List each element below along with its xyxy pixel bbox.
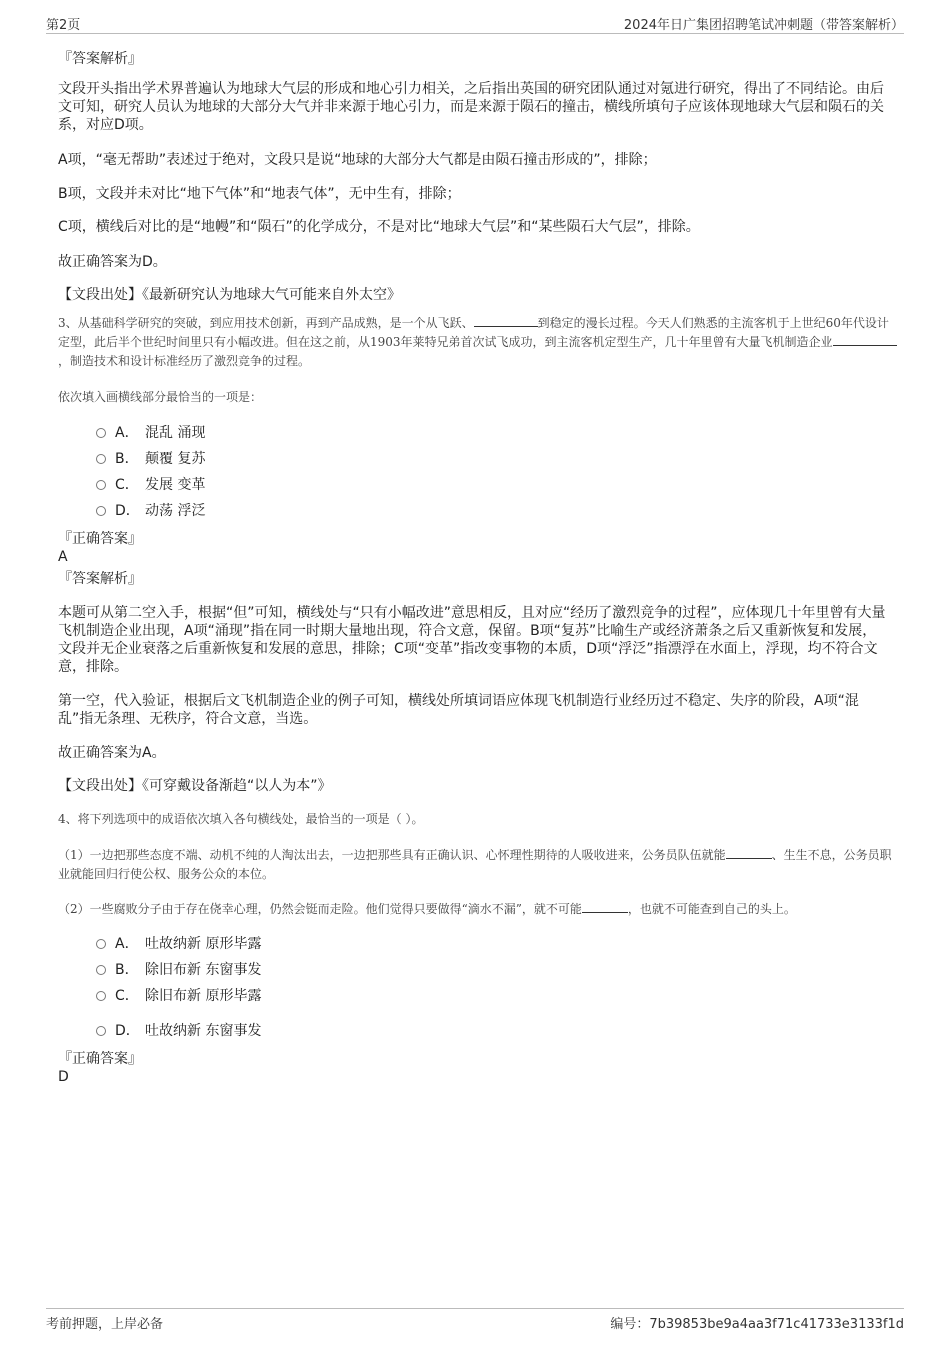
radio-icon[interactable] — [96, 480, 106, 490]
q4-s2-part-1: （2）一些腐败分子由于存在侥幸心理，仍然会铤而走险。他们觉得只要做得“滴水不漏”，就不可能 — [58, 902, 582, 916]
footer-divider — [46, 1308, 904, 1309]
q3-stem-part-1: 3、从基础科学研究的突破，到应用技术创新，再到产品成熟，是一个从飞跃、 — [58, 316, 474, 330]
option-text: 除旧布新 原形毕露 — [145, 988, 262, 1004]
q3-stem-part-2: 到稳定的漫长过程。今天人们熟悉的主流客机于上世纪60年代设计定型，此后半个世纪时间里只有小幅改进。但在这之前，从1903年莱特兄弟首次试飞成功，到主流客机定型生产，几十年里曾有大量飞机制造企业 — [58, 316, 889, 349]
header-divider — [46, 33, 904, 34]
q3-stem-part-3: ，制造技术和设计标准经历了激烈竞争的过程。 — [58, 354, 311, 368]
conclusion: 故正确答案为D。 — [58, 254, 167, 270]
document-title: 2024年日广集团招聘笔试冲刺题（带答案解析） — [623, 18, 904, 33]
analysis-paragraph: 本题可从第二空入手，根据“但”可知，横线处与“只有小幅改进”意思相反，且对应“经历了激烈竞争的过程”，应体现几十年里曾有大量飞机制造企业出现，A项“涌现”指在同一时期大量地出现，符合文意，保留。B项“复苏”比喻生产或经济萧条之后又重新恢复和发展，文段并无企业衰落之后重新恢复和发展的意思，排除；C项“变革”指改变事物的本质，D项“浮泛”指漂浮在水面上，浮现，均不符合文意，排除。 — [58, 605, 886, 675]
q4-s1-part-1: （1）一边把那些态度不端、动机不纯的人淘汰出去，一边把那些具有正确认识、心怀理性期待的人吸收进来，公务员队伍就能 — [58, 848, 726, 862]
analysis-option-a: A项，“毫无帮助”表述过于绝对，文段只是说“地球的大部分大气都是由陨石撞击形成的”，排除； — [58, 152, 657, 168]
option-letter: D． — [115, 503, 140, 519]
option-letter: A． — [115, 425, 139, 441]
question-4-sentence-1 — [58, 846, 898, 884]
option-d[interactable] — [96, 1022, 261, 1040]
q4-s1-part-2: 、生生不息，公务员职业就能回归行使公权、服务公众的本位。 — [58, 848, 892, 881]
radio-icon[interactable] — [96, 454, 106, 464]
analysis-label: 『答案解析』 — [58, 571, 142, 587]
question-3-prompt: 依次填入画横线部分最恰当的一项是： — [58, 390, 263, 404]
radio-icon[interactable] — [96, 506, 106, 516]
blank-1 — [474, 314, 538, 327]
option-b[interactable] — [96, 961, 261, 979]
option-letter: D． — [115, 1023, 140, 1039]
radio-icon[interactable] — [96, 1026, 106, 1036]
option-a[interactable] — [96, 935, 261, 953]
radio-icon[interactable] — [96, 965, 106, 975]
option-text: 除旧布新 东窗事发 — [145, 962, 262, 978]
source-citation: 【文段出处】《最新研究认为地球大气可能来自外太空》 — [58, 287, 401, 303]
option-c[interactable] — [96, 476, 205, 494]
analysis-paragraph: 文段开头指出学术界普遍认为地球大气层的形成和地心引力相关，之后指出英国的研究团队通过对氪进行研究，得出了不同结论。由后文可知，研究人员认为地球的大部分大气并非来源于地心引力，而是来源于陨石的撞击，横线所填句子应该体现地球大气层和陨石的关系，对应D项。 — [58, 81, 884, 133]
footer-slogan: 考前押题，上岸必备 — [46, 1317, 164, 1332]
correct-answer: A — [58, 549, 68, 565]
option-text: 吐故纳新 原形毕露 — [145, 936, 262, 952]
analysis-option-b: B项，文段并未对比“地下气体”和“地表气体”，无中生有，排除； — [58, 186, 461, 202]
question-3-stem — [58, 314, 898, 371]
blank-1 — [726, 846, 772, 859]
option-text: 动荡 浮泛 — [145, 503, 206, 519]
option-letter: C． — [115, 988, 139, 1004]
code-label: 编号： — [610, 1317, 650, 1332]
analysis-label: 『答案解析』 — [58, 51, 142, 67]
correct-answer: D — [58, 1069, 69, 1085]
option-text: 吐故纳新 东窗事发 — [145, 1023, 262, 1039]
analysis-option-c: C项，横线后对比的是“地幔”和“陨石”的化学成分，不是对比“地球大气层”和“某些陨石大气层”，排除。 — [58, 219, 700, 235]
question-4-sentence-2 — [58, 900, 898, 919]
blank-2 — [582, 900, 628, 913]
blank-2 — [833, 333, 897, 346]
option-letter: B． — [115, 451, 139, 467]
option-c[interactable] — [96, 987, 261, 1005]
option-b[interactable] — [96, 450, 205, 468]
option-text: 颠覆 复苏 — [145, 451, 206, 467]
analysis-paragraph: 第一空，代入验证，根据后文飞机制造企业的例子可知，横线处所填词语应体现飞机制造行业经历过不稳定、失序的阶段，A项“混乱”指无条理、无秩序，符合文意，当选。 — [58, 693, 859, 727]
answer-label: 『正确答案』 — [58, 1051, 142, 1067]
radio-icon[interactable] — [96, 428, 106, 438]
question-4-stem: 4、将下列选项中的成语依次填入各句横线处，最恰当的一项是（ ）。 — [58, 812, 424, 826]
code-value: 7b39853be9a4aa3f71c41733e3133f1d — [649, 1317, 904, 1332]
source-citation: 【文段出处】《可穿戴设备渐趋“以人为本”》 — [58, 778, 332, 794]
radio-icon[interactable] — [96, 939, 106, 949]
answer-label: 『正确答案』 — [58, 531, 142, 547]
option-text: 混乱 涌现 — [145, 425, 206, 441]
q4-s2-part-2: ，也就不可能查到自己的头上。 — [627, 902, 796, 916]
option-a[interactable] — [96, 424, 205, 442]
option-letter: A． — [115, 936, 139, 952]
conclusion: 故正确答案为A。 — [58, 745, 166, 761]
option-letter: B． — [115, 962, 139, 978]
radio-icon[interactable] — [96, 991, 106, 1001]
page-number: 第2页 — [46, 18, 81, 33]
option-text: 发展 变革 — [145, 477, 206, 493]
document-code — [610, 1313, 904, 1332]
option-letter: C． — [115, 477, 139, 493]
option-d[interactable] — [96, 502, 205, 520]
